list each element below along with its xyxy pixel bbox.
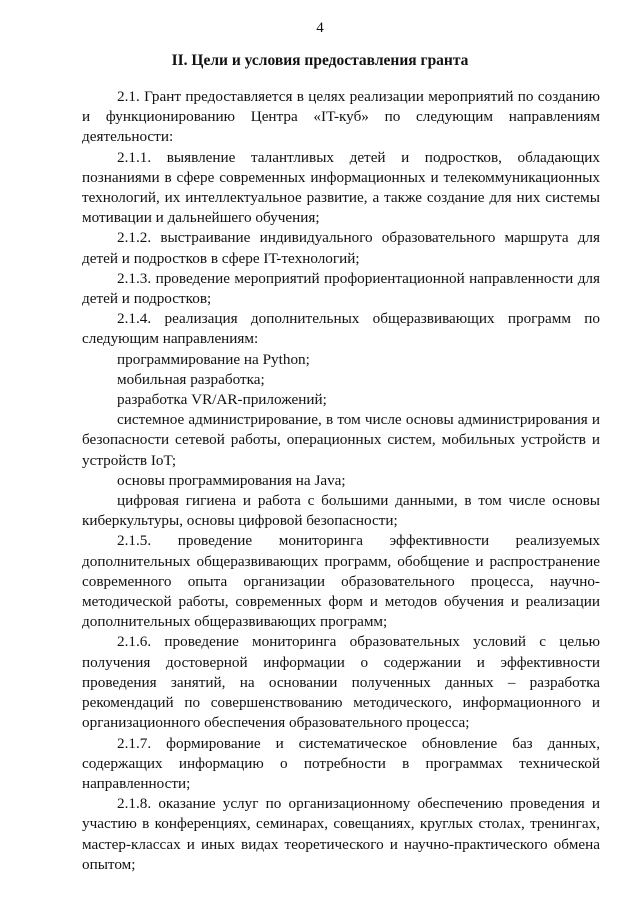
section-title: II. Цели и условия предоставления гранта xyxy=(171,52,469,69)
list-item-python: программирование на Python; xyxy=(117,350,310,368)
paragraph-2-1-1: 2.1.1. выявление талантливых детей и подростков, обладающих познаниями в сфере современных информационных и телекоммуникационных технологий, их интеллектуальное развитие, а также создание для них системы мотивации и дальнейшего обучения; xyxy=(82,148,600,227)
paragraph-2-1-4: 2.1.4. реализация дополнительных общеразвивающих программ по следующим направлениям: xyxy=(82,310,600,348)
paragraph-2-1-5: 2.1.5. проведение мониторинга эффективности реализуемых дополнительных общеразвивающих программ, обобщение и распространение современного опыта организации образовательного процесса, научно-методической работы, современных форм и методов обучения и реализации дополнительных общеразвивающих программ; xyxy=(82,532,600,631)
list-item-vr-ar: разработка VR/AR-приложений; xyxy=(117,391,327,409)
paragraph-2-1-3: 2.1.3. проведение мероприятий профориентационной направленности для детей и подростков; xyxy=(82,269,600,308)
page-number: 4 xyxy=(316,20,324,36)
list-item-digital-hygiene: цифровая гигиена и работа с большими данными, в том числе основы киберкультуры, основы цифровой безопасности; xyxy=(82,492,600,530)
paragraph-2-1-6: 2.1.6. проведение мониторинга образовательных условий с целью получения достоверной информации о содержании и эффективности проведения занятий, на основании полученных данных – разработка рекомендаций по совершенствованию методического, информационного и организационного обеспечения образовательного процесса; xyxy=(82,633,600,732)
paragraph-2-1-8: 2.1.8. оказание услуг по организационному обеспечению проведения и участию в конференциях, семинарах, совещаниях, круглых столах, тренингах, мастер-классах и иных видах теоретического и научно-практического обмена опытом; xyxy=(82,795,600,873)
paragraph-2-1-2: 2.1.2. выстраивание индивидуального образовательного маршрута для детей и подростков в сфере IT-технологий; xyxy=(82,229,600,267)
paragraph-2-1-7: 2.1.7. формирование и систематическое обновление баз данных, содержащих информацию о потребности в программах технической направленности; xyxy=(82,734,600,792)
document-body xyxy=(82,87,600,875)
list-item-sysadmin: системное администрирование, в том числе основы администрирования и безопасности сетевой работы, операционных систем, мобильных устройств и устройств IoT; xyxy=(82,411,600,469)
paragraph-2-1: 2.1. Грант предоставляется в целях реализации мероприятий по созданию и функционированию Центра «IT-куб» по следующим направлениям деятельности: xyxy=(82,88,600,146)
list-item-mobile: мобильная разработка; xyxy=(117,370,265,388)
list-item-java: основы программирования на Java; xyxy=(117,471,346,489)
